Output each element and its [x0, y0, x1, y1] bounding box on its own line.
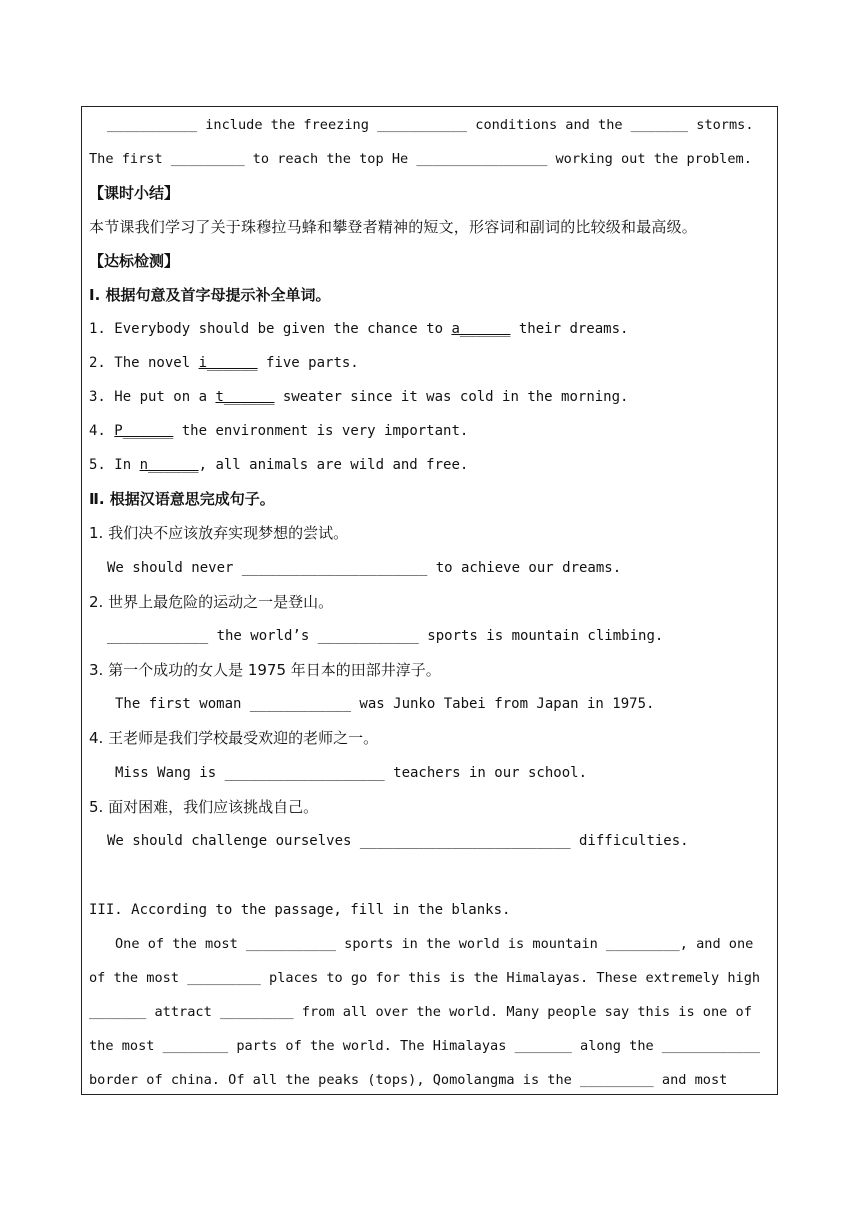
summary-heading: 【课时小结】 — [89, 184, 180, 202]
part3-title: III. According to the passage, fill in the blanks. — [89, 902, 511, 918]
text-line: The first _________ to reach the top He ________________ working out the problem. — [89, 151, 752, 167]
passage-line: _______ attract _________ from all over the world. Many people say this is one of — [89, 1004, 752, 1020]
list-item: 4. P______ the environment is very important. — [89, 423, 469, 439]
passage-line: the most ________ parts of the world. The Himalayas _______ along the ____________ — [89, 1038, 761, 1054]
blank: a______ — [451, 321, 511, 337]
question-cn: 2. 世界上最危险的运动之一是登山。 — [89, 593, 334, 611]
blank: P______ — [114, 423, 174, 439]
question-cn: 4. 王老师是我们学校最受欢迎的老师之一。 — [89, 729, 379, 747]
question-en: We should never ______________________ to achieve our dreams. — [107, 560, 622, 576]
summary-text: 本节课我们学习了关于珠穆拉马蜂和攀登者精神的短文，形容词和副词的比较级和最高级。 — [89, 218, 698, 236]
list-item: 3. He put on a t______ sweater since it was cold in the morning. — [89, 389, 629, 405]
passage-line: of the most _________ places to go for this is the Himalayas. These extremely high — [89, 970, 761, 986]
part2-title: Ⅱ. 根据汉语意思完成句子。 — [89, 490, 275, 508]
test-heading: 【达标检测】 — [89, 252, 180, 270]
list-item: 5. In n______, all animals are wild and free. — [89, 457, 469, 473]
text-line: ___________ include the freezing ___________ conditions and the _______ storms. — [107, 117, 754, 133]
passage-line: One of the most ___________ sports in the world is mountain _________, and one — [115, 936, 754, 952]
question-cn: 1. 我们决不应该放弃实现梦想的尝试。 — [89, 524, 349, 542]
question-en: We should challenge ourselves _________________________ difficulties. — [107, 833, 689, 849]
passage-line: border of china. Of all the peaks (tops), Qomolangma is the _________ and most — [89, 1072, 728, 1088]
blank: n______ — [139, 457, 199, 473]
question-en: The first woman ____________ was Junko Tabei from Japan in 1975. — [115, 696, 655, 712]
question-cn: 5. 面对困难，我们应该挑战自己。 — [89, 798, 319, 816]
list-item: 1. Everybody should be given the chance to a______ their dreams. — [89, 321, 629, 337]
question-en: Miss Wang is ___________________ teachers in our school. — [115, 765, 588, 781]
list-item: 2. The novel i______ five parts. — [89, 355, 359, 371]
part1-title: Ⅰ. 根据句意及首字母提示补全单词。 — [89, 286, 331, 304]
blank: t______ — [215, 389, 275, 405]
question-cn: 3. 第一个成功的女人是 1975 年日本的田部井淳子。 — [89, 661, 441, 679]
blank: i______ — [198, 355, 258, 371]
question-en: ____________ the world’s ____________ sports is mountain climbing. — [107, 628, 664, 644]
